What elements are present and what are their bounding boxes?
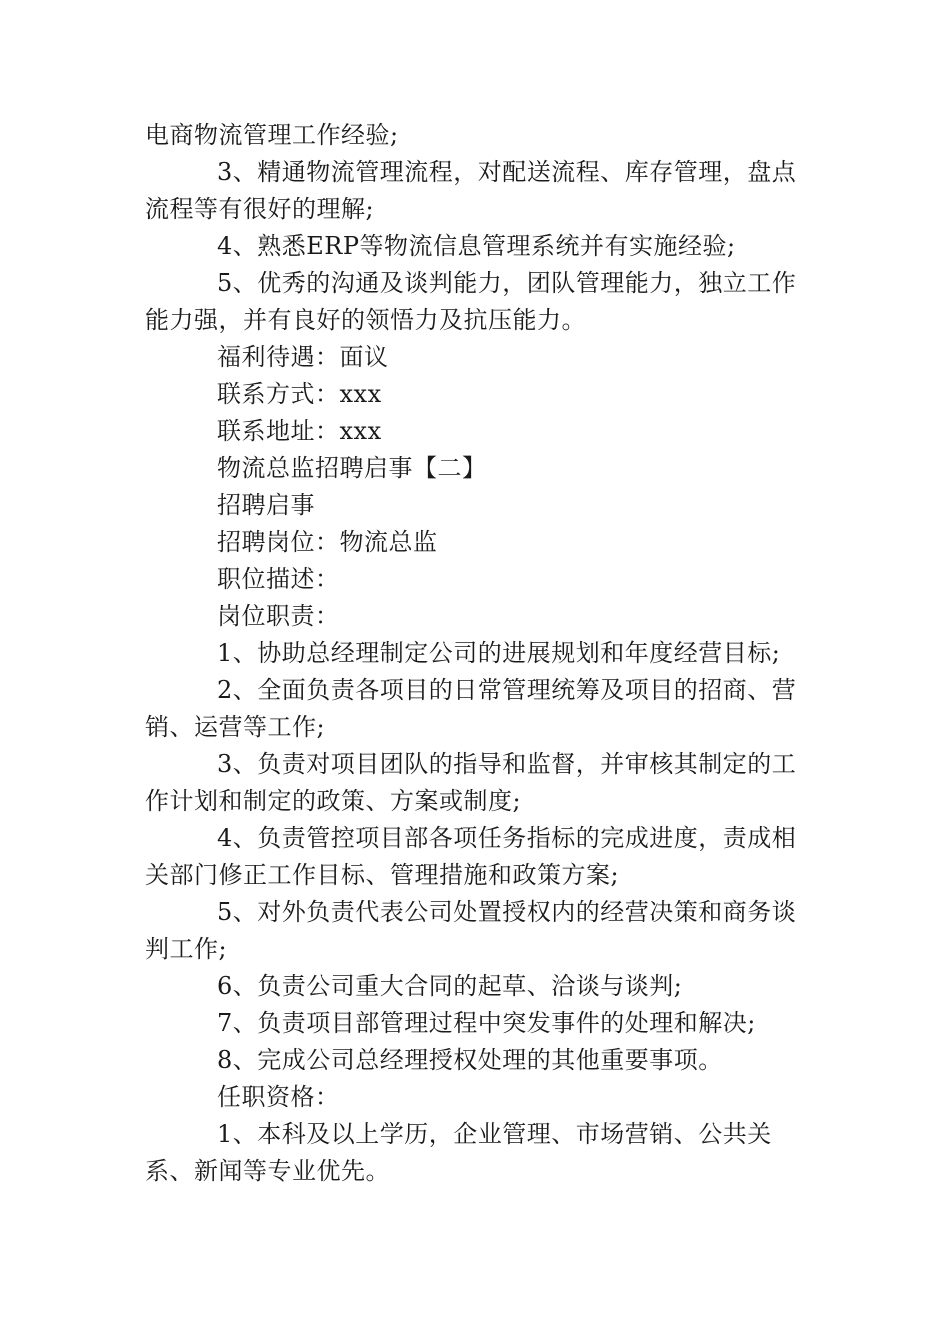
paragraph-notice-title: 招聘启事 xyxy=(217,491,315,519)
document-body xyxy=(145,117,805,1190)
paragraph-qualifications-label: 任职资格： xyxy=(217,1083,340,1111)
paragraph-duty-5: 5、对外负责代表公司处置授权内的经营决策和商务谈判工作; xyxy=(145,898,797,963)
paragraph-address: 联系地址：xxx xyxy=(217,417,382,445)
paragraph-duty-4: 4、负责管控项目部各项任务指标的完成进度，责成相关部门修正工作目标、管理措施和政策方案; xyxy=(145,824,797,889)
paragraph-duty-3: 3、负责对项目团队的指导和监督，并审核其制定的工作计划和制定的政策、方案或制度; xyxy=(145,750,797,815)
paragraph-duty-7: 7、负责项目部管理过程中突发事件的处理和解决; xyxy=(217,1009,756,1037)
paragraph-qualification-1: 1、本科及以上学历，企业管理、市场营销、公共关系、新闻等专业优先。 xyxy=(145,1120,772,1185)
paragraph-position: 招聘岗位：物流总监 xyxy=(217,528,438,556)
paragraph-contact: 联系方式：xxx xyxy=(217,380,382,408)
paragraph-duty-1: 1、协助总经理制定公司的进展规划和年度经营目标; xyxy=(217,639,781,667)
section-heading: 物流总监招聘启事【二】 xyxy=(217,454,487,482)
paragraph-benefits: 福利待遇：面议 xyxy=(217,343,389,371)
paragraph-requirement-4: 4、熟悉ERP等物流信息管理系统并有实施经验; xyxy=(217,232,736,260)
paragraph-requirement-3: 3、精通物流管理流程，对配送流程、库存管理，盘点流程等有很好的理解; xyxy=(145,158,797,223)
paragraph-requirement-5: 5、优秀的沟通及谈判能力，团队管理能力，独立工作能力强，并有良好的领悟力及抗压能力。 xyxy=(145,269,797,334)
paragraph-duties-label: 岗位职责： xyxy=(217,602,340,630)
paragraph-duty-2: 2、全面负责各项目的日常管理统筹及项目的招商、营销、运营等工作; xyxy=(145,676,797,741)
paragraph-job-description-label: 职位描述： xyxy=(217,565,340,593)
paragraph-duty-8: 8、完成公司总经理授权处理的其他重要事项。 xyxy=(217,1046,723,1074)
paragraph-duty-6: 6、负责公司重大合同的起草、洽谈与谈判; xyxy=(217,972,683,1000)
paragraph-continuation: 电商物流管理工作经验; xyxy=(145,121,399,149)
